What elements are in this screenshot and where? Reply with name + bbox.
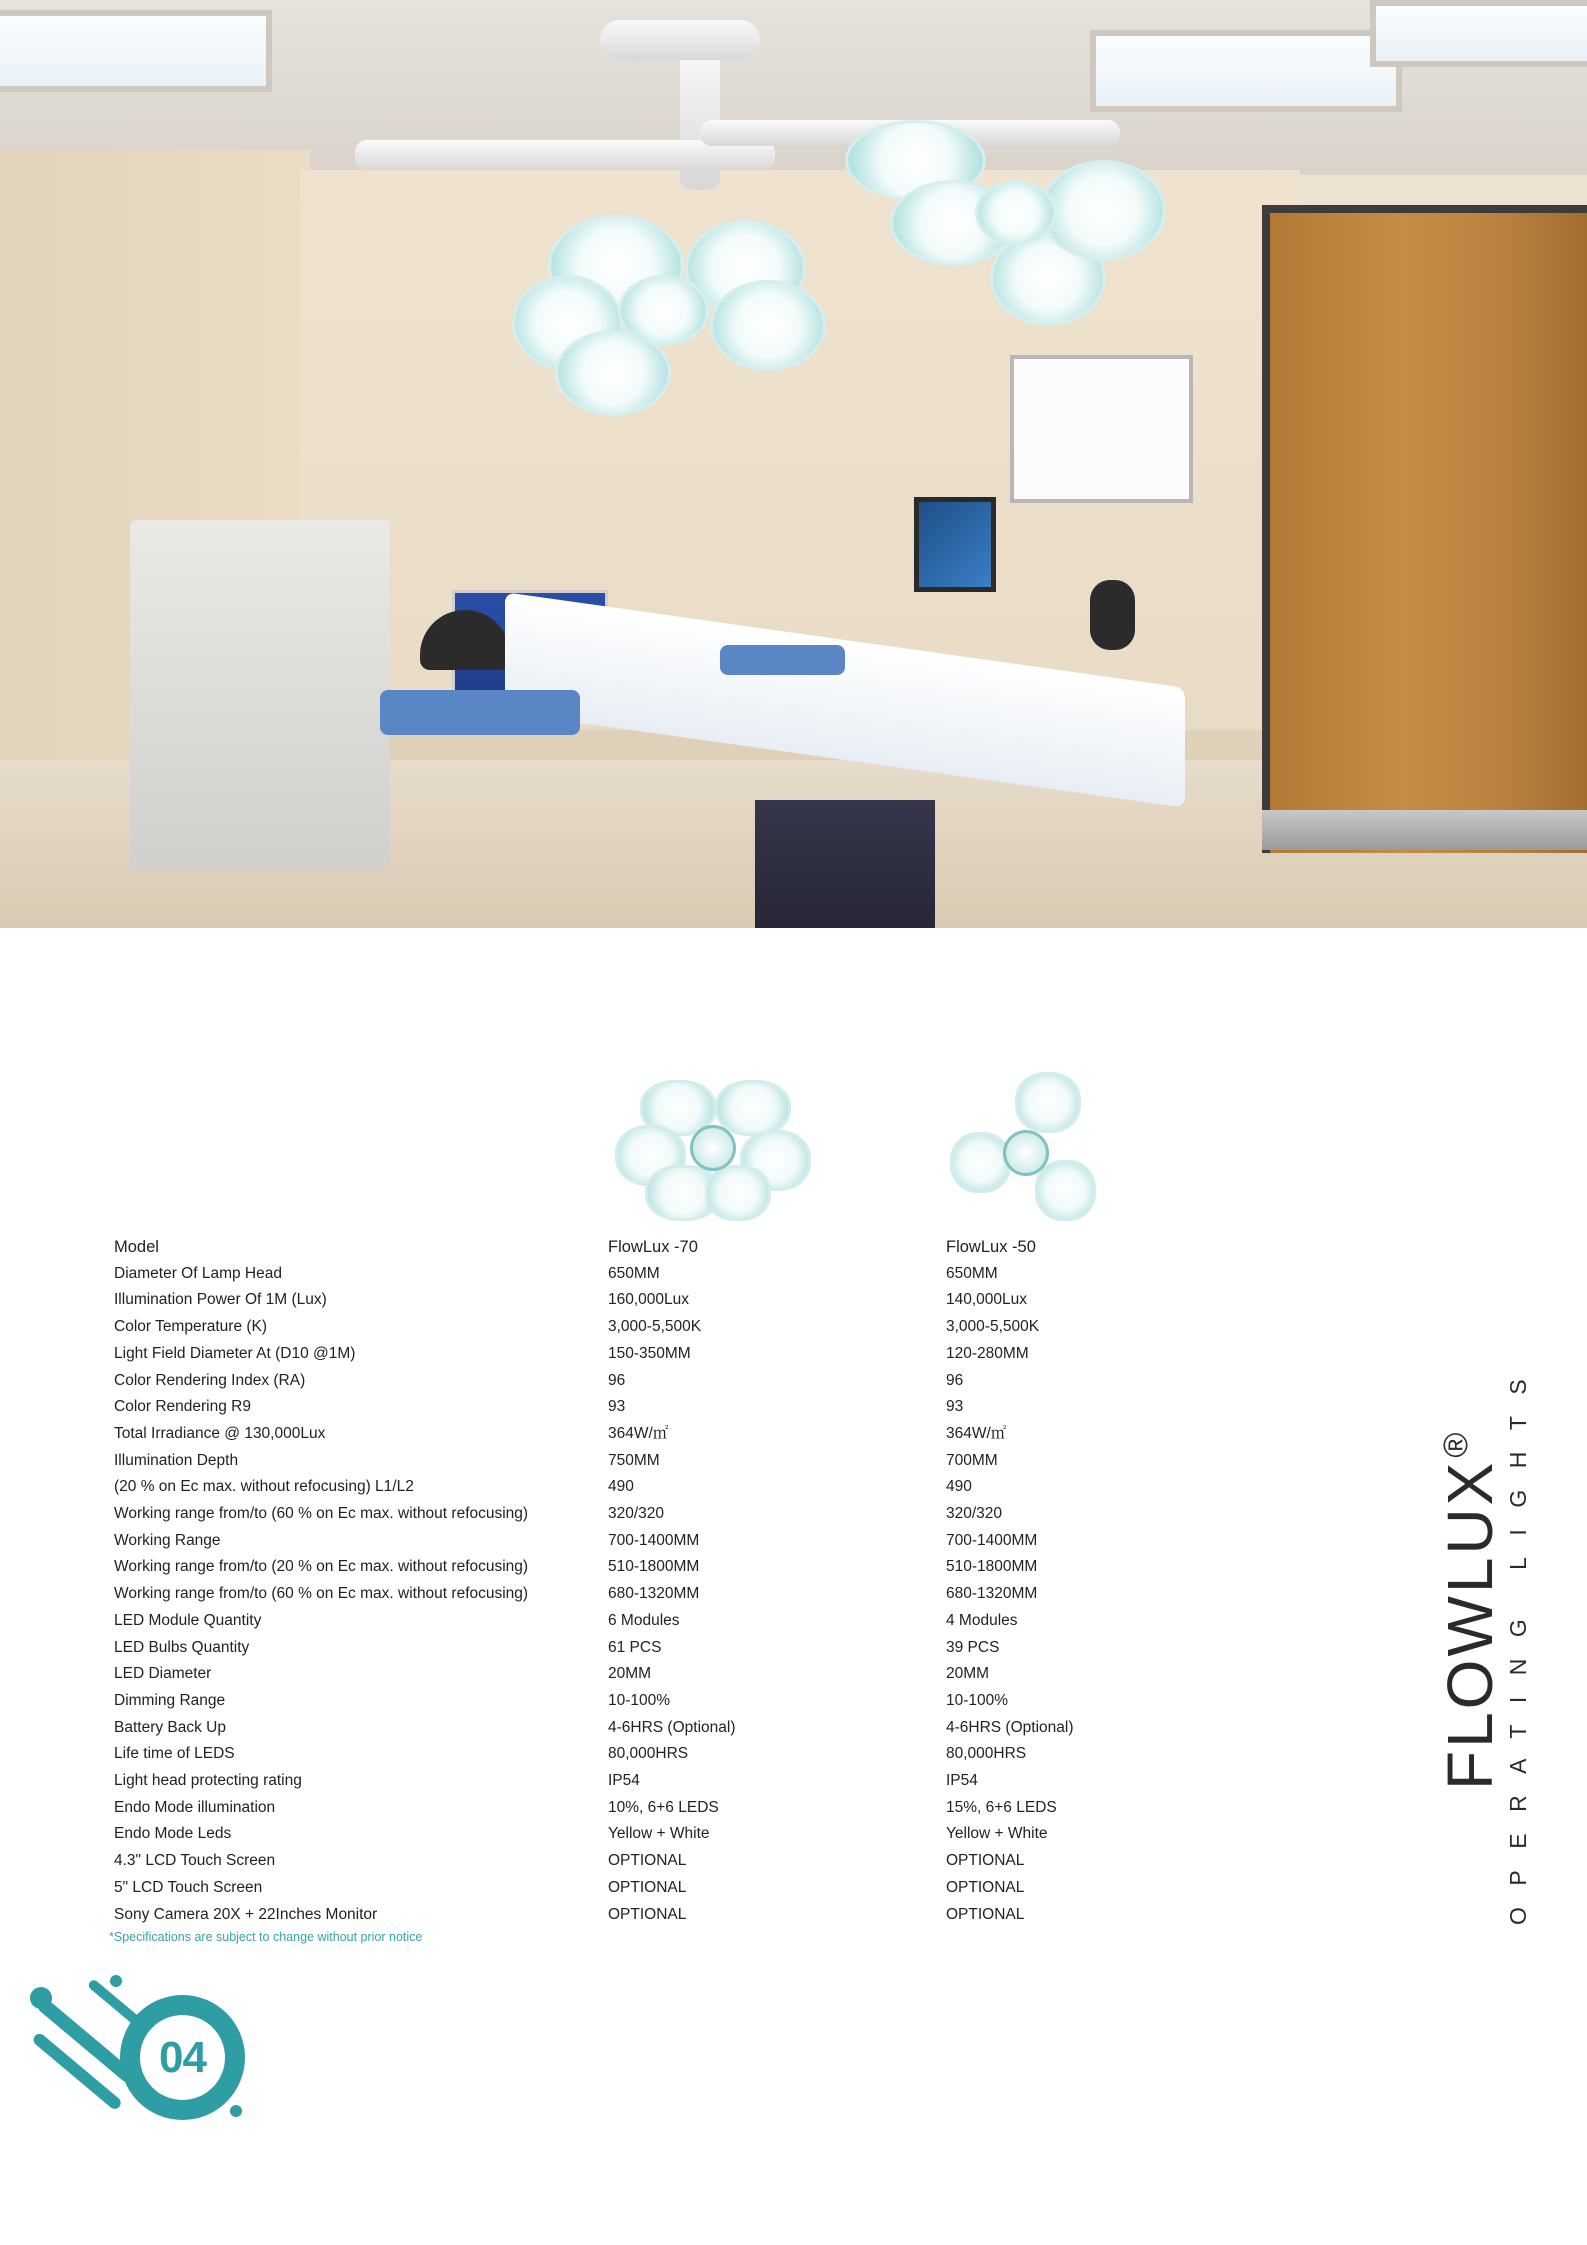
spec-row bbox=[114, 1715, 1114, 1741]
spec-value-flowlux-70: 10-100% bbox=[608, 1691, 671, 1709]
spec-value-flowlux-50: 140,000Lux bbox=[946, 1291, 1028, 1309]
model-flowlux-50: FlowLux -50 bbox=[946, 1238, 1036, 1256]
spec-row bbox=[114, 1768, 1114, 1794]
spec-value-flowlux-70: 150-350MM bbox=[608, 1344, 691, 1362]
flowlux-70-lamp-image bbox=[610, 1060, 810, 1225]
lamp-arm bbox=[600, 20, 760, 60]
spec-value-flowlux-50: 700-1400MM bbox=[946, 1531, 1038, 1549]
badge-streak bbox=[31, 2031, 123, 2111]
spec-value-flowlux-70: Yellow + White bbox=[608, 1825, 710, 1843]
spec-value-flowlux-70: 160,000Lux bbox=[608, 1291, 690, 1309]
spec-row bbox=[114, 1448, 1114, 1474]
spec-value-flowlux-70: OPTIONAL bbox=[608, 1878, 687, 1896]
spec-row bbox=[114, 1528, 1114, 1554]
wall-monitor bbox=[914, 497, 996, 592]
spec-row bbox=[114, 1795, 1114, 1821]
spec-value-flowlux-50: 320/320 bbox=[946, 1505, 1003, 1522]
spec-value-flowlux-50: 680-1320MM bbox=[946, 1585, 1038, 1603]
spec-value-flowlux-70: 3,000-5,500K bbox=[608, 1318, 702, 1336]
spec-label: Endo Mode Leds bbox=[114, 1825, 232, 1843]
spec-value-flowlux-70: OPTIONAL bbox=[608, 1852, 687, 1870]
spec-label: Sony Camera 20X + 22Inches Monitor bbox=[114, 1905, 378, 1923]
spec-value-flowlux-70: 364W/㎡ bbox=[608, 1424, 669, 1442]
spec-label: LED Bulbs Quantity bbox=[114, 1638, 250, 1656]
spec-row bbox=[114, 1394, 1114, 1420]
spec-label: Diameter Of Lamp Head bbox=[114, 1264, 282, 1282]
spec-row bbox=[114, 1314, 1114, 1340]
spec-value-flowlux-50: 39 PCS bbox=[946, 1638, 1000, 1656]
spec-disclaimer: *Specifications are subject to change without prior notice bbox=[109, 1930, 423, 1944]
spec-value-flowlux-70: OPTIONAL bbox=[608, 1905, 687, 1923]
flowlux-50-lamp-image bbox=[945, 1060, 1095, 1225]
spec-value-flowlux-70: 650MM bbox=[608, 1264, 660, 1282]
spec-row bbox=[114, 1635, 1114, 1661]
spec-row bbox=[114, 1821, 1114, 1847]
spec-value-flowlux-50: 650MM bbox=[946, 1264, 998, 1282]
spec-value-flowlux-50: 96 bbox=[946, 1371, 964, 1389]
page-number: 04 bbox=[159, 2033, 206, 2082]
spec-label: Light head protecting rating bbox=[114, 1772, 302, 1789]
spec-value-flowlux-50: 510-1800MM bbox=[946, 1558, 1038, 1576]
spec-row bbox=[114, 1661, 1114, 1687]
table-head-pad bbox=[720, 645, 845, 675]
door-kick-plate bbox=[1262, 810, 1587, 850]
spec-label: Working range from/to (60 % on Ec max. without refocusing) bbox=[114, 1505, 529, 1522]
spec-value-flowlux-50: 20MM bbox=[946, 1665, 990, 1683]
spec-value-flowlux-70: 10%, 6+6 LEDS bbox=[608, 1798, 719, 1816]
spec-label: 5" LCD Touch Screen bbox=[114, 1878, 263, 1896]
spec-label: LED Module Quantity bbox=[114, 1611, 262, 1629]
spec-label: Battery Back Up bbox=[114, 1718, 226, 1736]
spec-value-flowlux-70: 61 PCS bbox=[608, 1638, 662, 1656]
brand-title bbox=[1433, 1430, 1507, 1790]
ceiling-light-panel bbox=[1370, 0, 1587, 67]
lamp-module bbox=[950, 1132, 1011, 1193]
wooden-door bbox=[1262, 205, 1587, 853]
spec-value-flowlux-70: 700-1400MM bbox=[608, 1531, 700, 1549]
model-flowlux-70: FlowLux -70 bbox=[608, 1238, 698, 1256]
spec-row bbox=[114, 1848, 1114, 1874]
spec-row bbox=[114, 1368, 1114, 1394]
spec-label: Endo Mode illumination bbox=[114, 1798, 276, 1816]
spec-label: Dimming Range bbox=[114, 1691, 226, 1709]
spec-label: Working range from/to (20 % on Ec max. without refocusing) bbox=[114, 1558, 529, 1576]
spec-value-flowlux-70: 320/320 bbox=[608, 1505, 665, 1522]
badge-dot bbox=[30, 1987, 52, 2009]
spec-label: LED Diameter bbox=[114, 1665, 212, 1683]
spec-value-flowlux-50: 80,000HRS bbox=[946, 1745, 1027, 1763]
spec-value-flowlux-50: 10-100% bbox=[946, 1691, 1009, 1709]
whiteboard bbox=[1010, 355, 1193, 503]
spec-row bbox=[114, 1581, 1114, 1607]
spec-value-flowlux-50: IP54 bbox=[946, 1772, 978, 1789]
brand-subtitle: OPERATING LIGHTS bbox=[1505, 1357, 1531, 1925]
spec-row bbox=[114, 1608, 1114, 1634]
spec-value-flowlux-70: 20MM bbox=[608, 1665, 652, 1683]
spec-value-flowlux-70: 6 Modules bbox=[608, 1611, 680, 1629]
spec-value-flowlux-70: 490 bbox=[608, 1478, 634, 1496]
spec-label: (20 % on Ec max. without refocusing) L1/L2 bbox=[114, 1478, 414, 1496]
badge-dot bbox=[110, 1975, 122, 1987]
spec-label: Color Rendering R9 bbox=[114, 1398, 251, 1416]
hero-photo bbox=[0, 0, 1587, 928]
lamp-hub bbox=[1003, 1130, 1049, 1176]
spec-label: Life time of LEDS bbox=[114, 1745, 235, 1763]
spec-row bbox=[114, 1421, 1114, 1447]
spec-label: Light Field Diameter At (D10 @1M) bbox=[114, 1344, 356, 1362]
spec-value-flowlux-50: 4-6HRS (Optional) bbox=[946, 1718, 1074, 1736]
spec-value-flowlux-50: 93 bbox=[946, 1398, 964, 1416]
table-arm-pad bbox=[380, 690, 580, 735]
surgical-lamp-hub bbox=[975, 180, 1056, 246]
spec-value-flowlux-70: IP54 bbox=[608, 1772, 640, 1789]
spec-row bbox=[114, 1474, 1114, 1500]
spec-label: Illumination Depth bbox=[114, 1451, 239, 1469]
spec-label: Color Temperature (K) bbox=[114, 1318, 268, 1336]
spec-label: 4.3" LCD Touch Screen bbox=[114, 1852, 276, 1870]
spec-value-flowlux-50: Yellow + White bbox=[946, 1825, 1048, 1843]
ceiling-light-panel bbox=[0, 10, 272, 92]
anesthesia-machine bbox=[130, 520, 390, 870]
spec-value-flowlux-70: 750MM bbox=[608, 1451, 660, 1469]
spec-label: Model bbox=[114, 1238, 159, 1256]
spec-value-flowlux-70: 4-6HRS (Optional) bbox=[608, 1718, 736, 1736]
spec-value-flowlux-50: OPTIONAL bbox=[946, 1878, 1025, 1896]
surgical-lamp-module bbox=[1040, 160, 1166, 261]
spec-row bbox=[114, 1902, 1114, 1928]
spec-value-flowlux-70: 93 bbox=[608, 1398, 626, 1416]
page-number-badge bbox=[30, 1975, 250, 2145]
spec-header-row bbox=[114, 1234, 1114, 1260]
operating-table-base bbox=[755, 800, 935, 928]
spec-value-flowlux-50: OPTIONAL bbox=[946, 1905, 1025, 1923]
spec-value-flowlux-50: OPTIONAL bbox=[946, 1852, 1025, 1870]
spec-value-flowlux-70: 80,000HRS bbox=[608, 1745, 689, 1763]
spec-row bbox=[114, 1341, 1114, 1367]
spec-label: Working Range bbox=[114, 1531, 221, 1549]
spec-label: Total Irradiance @ 130,000Lux bbox=[114, 1424, 326, 1442]
badge-dot bbox=[230, 2105, 242, 2117]
ceiling-light-panel bbox=[1090, 30, 1402, 112]
lamp-module bbox=[715, 1080, 791, 1136]
lamp-hub bbox=[690, 1125, 736, 1171]
spec-row bbox=[114, 1501, 1114, 1527]
spec-row bbox=[114, 1287, 1114, 1313]
lamp-module bbox=[1015, 1072, 1081, 1133]
spec-value-flowlux-50: 4 Modules bbox=[946, 1611, 1018, 1629]
spec-row bbox=[114, 1554, 1114, 1580]
spec-value-flowlux-70: 680-1320MM bbox=[608, 1585, 700, 1603]
surgical-lamp-module bbox=[710, 280, 826, 371]
spec-value-flowlux-50: 490 bbox=[946, 1478, 972, 1496]
spec-row bbox=[114, 1688, 1114, 1714]
spec-row bbox=[114, 1261, 1114, 1287]
chair-back bbox=[1090, 580, 1135, 650]
brand-name: FLOWLUX bbox=[1434, 1459, 1506, 1790]
spec-value-flowlux-50: 15%, 6+6 LEDS bbox=[946, 1798, 1057, 1816]
spec-value-flowlux-50: 364W/㎡ bbox=[946, 1424, 1007, 1442]
spec-value-flowlux-50: 120-280MM bbox=[946, 1344, 1029, 1362]
spec-value-flowlux-70: 96 bbox=[608, 1371, 626, 1389]
lamp-module bbox=[705, 1165, 771, 1221]
registered-mark: ® bbox=[1437, 1429, 1475, 1458]
spec-label: Illumination Power Of 1M (Lux) bbox=[114, 1291, 327, 1309]
spec-row bbox=[114, 1741, 1114, 1767]
spec-value-flowlux-50: 700MM bbox=[946, 1451, 998, 1469]
spec-label: Color Rendering Index (RA) bbox=[114, 1371, 306, 1389]
spec-label: Working range from/to (60 % on Ec max. without refocusing) bbox=[114, 1585, 529, 1603]
lamp-module bbox=[1035, 1160, 1096, 1221]
spec-value-flowlux-50: 3,000-5,500K bbox=[946, 1318, 1040, 1336]
surgical-lamp-hub bbox=[618, 275, 709, 346]
spec-value-flowlux-70: 510-1800MM bbox=[608, 1558, 700, 1576]
spec-row bbox=[114, 1875, 1114, 1901]
